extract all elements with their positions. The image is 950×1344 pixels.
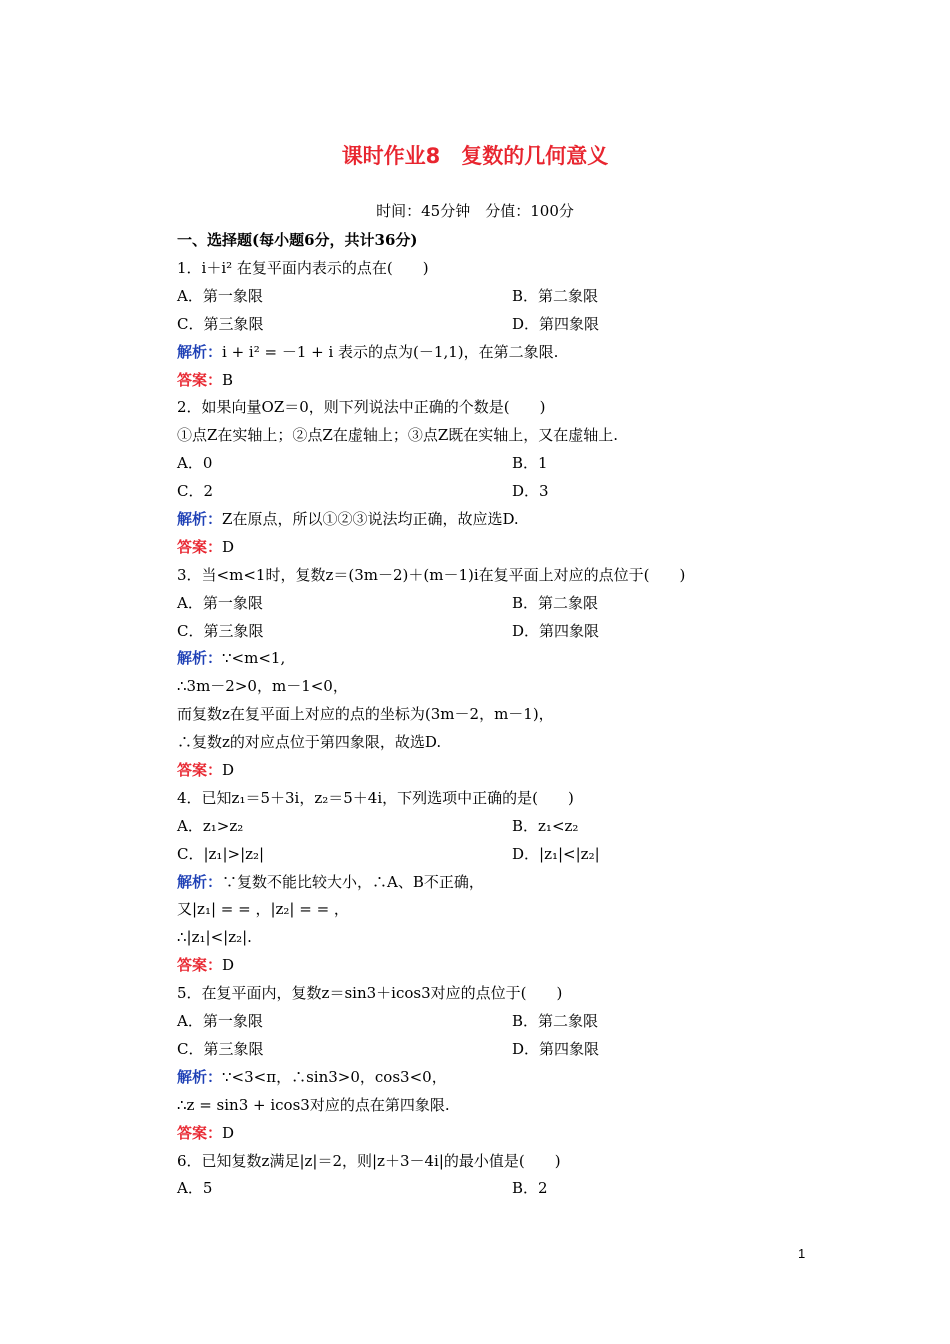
option-row xyxy=(177,450,797,478)
analysis-text: ∴z = sin3 + icos3对应的点在第四象限. xyxy=(177,1095,450,1114)
option-row xyxy=(177,1008,797,1036)
option-row xyxy=(177,311,797,339)
option: D．3 xyxy=(512,482,549,501)
option: A．z₁>z₂ xyxy=(177,816,244,835)
option-row xyxy=(177,283,797,311)
question-stem: 1．i＋i² 在复平面内表示的点在( ) xyxy=(177,259,429,277)
analysis-line xyxy=(177,506,797,534)
analysis-line xyxy=(177,869,797,897)
analysis-line xyxy=(177,339,797,367)
answer-label: 答案： xyxy=(177,537,223,556)
analysis-text: 而复数z在复平面上对应的点的坐标为(3m－2，m－1)， xyxy=(177,705,554,724)
analysis-line xyxy=(177,1064,797,1092)
answer-label: 答案： xyxy=(177,1123,223,1142)
analysis-text: 又|z₁| = = ，|z₂| = = ， xyxy=(177,900,349,919)
analysis-text: ∵<m<1, xyxy=(222,649,286,668)
question-stem: 3．当<m<1时，复数z＝(3m－2)＋(m－1)i在复平面上对应的点位于( ) xyxy=(177,565,686,584)
answer-value: D xyxy=(222,761,235,780)
question-stem: 4．已知z₁＝5＋3i，z₂＝5＋4i，下列选项中正确的是( ) xyxy=(177,788,574,807)
analysis-text: ∵<3<π，∴sin3>0，cos3<0， xyxy=(222,1067,447,1086)
option-row xyxy=(177,813,797,841)
option: A．5 xyxy=(177,1179,213,1198)
option: B．第二象限 xyxy=(512,593,599,612)
option-row xyxy=(177,1175,797,1203)
option: D．|z₁|<|z₂| xyxy=(512,844,600,863)
analysis-text: ∴复数z的对应点位于第四象限，故选D. xyxy=(177,733,442,752)
section-heading: 一、选择题(每小题6分，共计36分) xyxy=(177,231,418,249)
answer-line xyxy=(177,757,797,785)
question-stem: 5．在复平面内，复数z＝sin3＋icos3对应的点位于( ) xyxy=(177,984,563,1003)
page-number: 1 xyxy=(798,1246,806,1261)
option: A．0 xyxy=(177,454,213,473)
answer-value: B xyxy=(222,370,234,389)
option: D．第四象限 xyxy=(512,1039,600,1058)
answer-value: D xyxy=(222,956,235,975)
answer-label: 答案： xyxy=(177,761,223,780)
analysis-label: 解析： xyxy=(177,510,223,529)
option: A．第一象限 xyxy=(177,286,263,305)
answer-value: D xyxy=(222,1123,235,1142)
analysis-text: ∴3m－2>0，m－1<0， xyxy=(177,677,348,696)
analysis-line xyxy=(177,645,797,673)
option: C．第三象限 xyxy=(177,1039,264,1058)
option: A．第一象限 xyxy=(177,1012,263,1031)
option: D．第四象限 xyxy=(512,314,600,333)
analysis-label: 解析： xyxy=(177,872,223,891)
analysis-text: Z在原点，所以①②③说法均正确，故应选D. xyxy=(222,510,519,529)
answer-line xyxy=(177,534,797,562)
option-row xyxy=(177,618,797,646)
question-stem: 2．如果向量OZ＝0，则下列说法中正确的个数是( ) xyxy=(177,398,546,417)
option-row xyxy=(177,841,797,869)
option: B．第二象限 xyxy=(512,1012,599,1031)
option: C．第三象限 xyxy=(177,621,264,640)
option: B．z₁<z₂ xyxy=(512,816,579,835)
page-title: 课时作业8 复数的几何意义 xyxy=(341,144,609,168)
option: B．1 xyxy=(512,454,548,473)
analysis-label: 解析： xyxy=(177,649,223,668)
question-stem: 6．已知复数z满足|z|＝2，则|z＋3－4i|的最小值是( ) xyxy=(177,1151,561,1170)
option: B．2 xyxy=(512,1179,548,1198)
time-score-info: 时间：45分钟 分值：100分 xyxy=(376,202,574,220)
answer-line xyxy=(177,1120,797,1148)
option-row xyxy=(177,590,797,618)
analysis-text: i + i² = －1 + i 表示的点为(－1,1)，在第二象限. xyxy=(222,342,559,361)
option: B．第二象限 xyxy=(512,286,599,305)
option-row xyxy=(177,478,797,506)
question-list xyxy=(177,255,797,1203)
answer-line xyxy=(177,367,797,395)
analysis-text: ∴|z₁|<|z₂|. xyxy=(177,928,252,947)
answer-value: D xyxy=(222,537,235,556)
analysis-label: 解析： xyxy=(177,1067,223,1086)
analysis-label: 解析： xyxy=(177,342,223,361)
answer-label: 答案： xyxy=(177,956,223,975)
option-row xyxy=(177,1036,797,1064)
analysis-text: ∵复数不能比较大小，∴A、B不正确， xyxy=(222,872,484,891)
question-statements: ①点Z在实轴上；②点Z在虚轴上；③点Z既在实轴上，又在虚轴上. xyxy=(177,426,619,445)
option: C．|z₁|>|z₂| xyxy=(177,844,265,863)
answer-line xyxy=(177,952,797,980)
option: C．2 xyxy=(177,482,214,501)
option: A．第一象限 xyxy=(177,593,263,612)
option: D．第四象限 xyxy=(512,621,600,640)
answer-label: 答案： xyxy=(177,370,223,389)
option: C．第三象限 xyxy=(177,314,264,333)
